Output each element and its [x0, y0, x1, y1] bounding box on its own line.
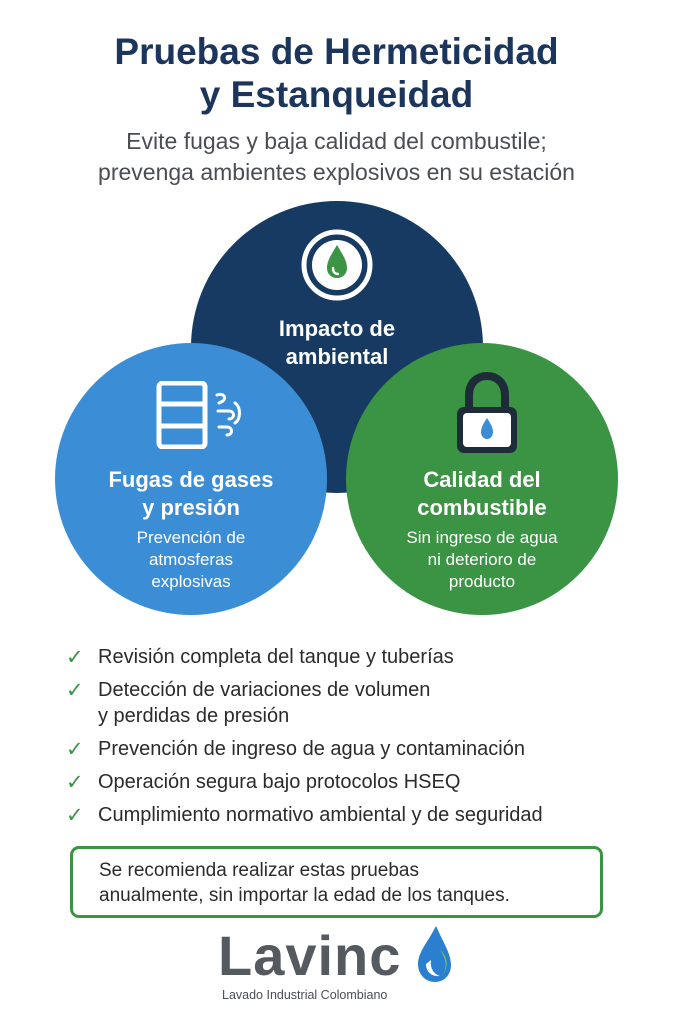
- fuel-quality-heading-line-2: combustible: [417, 495, 547, 520]
- gas-leaks-heading-line-1: Fugas de gases: [108, 467, 274, 492]
- gas-leaks-description-line-2: atmosferas: [148, 550, 234, 569]
- barrel-icon: [155, 381, 247, 449]
- recommendation-line-1: Se recomienda realizar estas pruebas: [99, 860, 420, 881]
- benefit-text: Operación segura bajo protocolos HSEQ: [98, 771, 461, 793]
- benefit-text: Prevención de ingreso de agua y contaminación: [98, 738, 525, 760]
- recommendation-line-2: anualmente, sin importar la edad de los tanques.: [99, 885, 510, 906]
- check-icon: ✓: [66, 804, 84, 827]
- subtitle-line-1: Evite fugas y baja calidad del combustile;: [126, 128, 547, 154]
- benefit-item: [66, 644, 543, 670]
- fuel-quality-description-line-2: ni deterioro de: [427, 550, 537, 569]
- gas-leaks-description: [81, 527, 301, 593]
- benefit-text: Revisión completa del tanque y tuberías: [98, 646, 454, 668]
- drop-icon: [300, 228, 374, 302]
- logo-tagline: Lavado Industrial Colombiano: [222, 988, 388, 1002]
- fuel-quality-heading-line-1: Calidad del: [423, 467, 541, 492]
- recommendation-box: [70, 846, 603, 918]
- logo-wordmark: Lavinc: [218, 924, 402, 987]
- check-icon: ✓: [66, 771, 84, 794]
- gas-leaks-description-line-3: explosivas: [151, 572, 231, 591]
- benefits-list: [66, 644, 543, 835]
- subtitle-line-2: prevenga ambientes explosivos en su estación: [98, 159, 575, 185]
- fuel-quality-description-line-3: producto: [448, 572, 516, 591]
- benefit-text-line-2: y perdidas de presión: [98, 705, 290, 727]
- impact-heading: [237, 315, 437, 371]
- benefit-item: [66, 677, 543, 729]
- fuel-quality-description: [372, 527, 592, 593]
- benefit-text: Cumplimiento normativo ambiental y de seguridad: [98, 804, 543, 826]
- benefit-item: [66, 736, 543, 762]
- gas-leaks-description-line-1: Prevención de: [136, 528, 246, 547]
- title-line-2: y Estanqueidad: [199, 74, 474, 115]
- benefit-item: [66, 802, 543, 828]
- logo-drop-icon: [414, 924, 454, 984]
- check-icon: ✓: [66, 679, 84, 702]
- benefit-item: [66, 769, 543, 795]
- page-subtitle: [0, 126, 673, 188]
- gas-leaks-heading-line-2: y presión: [142, 495, 240, 520]
- benefit-text: Detección de variaciones de volumen: [98, 679, 431, 701]
- fuel-quality-heading: [372, 466, 592, 522]
- fuel-quality-description-line-1: Sin ingreso de agua: [406, 528, 558, 547]
- check-icon: ✓: [66, 738, 84, 761]
- impact-heading-line-1: Impacto de: [278, 316, 396, 341]
- gas-leaks-heading: [71, 466, 311, 522]
- page-title: [0, 30, 673, 116]
- title-line-1: Pruebas de Hermeticidad: [114, 31, 559, 72]
- impact-heading-line-2: ambiental: [285, 344, 389, 369]
- check-icon: ✓: [66, 646, 84, 669]
- lock-icon: [452, 371, 522, 457]
